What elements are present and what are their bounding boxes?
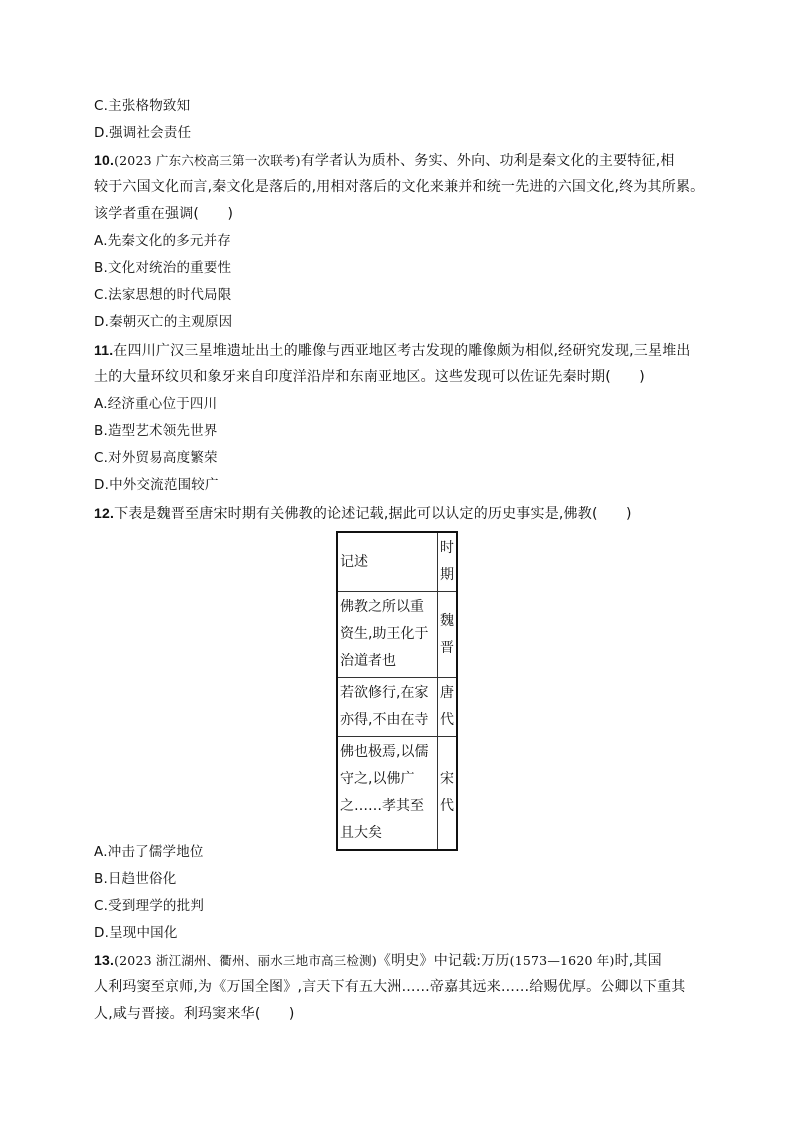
q10-stem-line3: 该学者重在强调( ) bbox=[94, 206, 234, 222]
q10-option-b: B.文化对统治的重要性 bbox=[94, 260, 232, 276]
table-row bbox=[337, 592, 457, 678]
q12-stem bbox=[94, 503, 632, 524]
q13-years: (1573—1620 年) bbox=[509, 953, 615, 968]
q10-option-d: D.秦朝灭亡的主观原因 bbox=[94, 314, 233, 330]
q11-stem-text: 在四川广汉三星堆遗址出土的雕像与西亚地区考古发现的雕像颇为相似,经研究发现,三星堆出 bbox=[113, 343, 691, 359]
q9-option-c: C.主张格物致知 bbox=[94, 98, 191, 114]
q13-stem-text-b: 时,其国 bbox=[614, 953, 662, 969]
q12-option-d: D.呈现中国化 bbox=[94, 925, 178, 941]
q11-number: 11. bbox=[94, 342, 114, 358]
q9-option-d: D.强调社会责任 bbox=[94, 125, 192, 141]
q10-stem-text: 有学者认为质朴、务实、外向、功利是秦文化的主要特征,相 bbox=[300, 153, 675, 169]
q13-stem-line2: 人利玛窦至京师,为《万国全图》,言天下有五大洲……帝嘉其远来……给赐优厚。公卿以下重其 bbox=[94, 979, 686, 995]
q12-option-a: A.冲击了儒学地位 bbox=[94, 844, 204, 860]
period-cell: 魏晋 bbox=[438, 592, 458, 678]
q11-option-a: A.经济重心位于四川 bbox=[94, 396, 218, 412]
q11-option-d: D.中外交流范围较广 bbox=[94, 477, 219, 493]
q13-number: 13. bbox=[94, 952, 115, 968]
q10-stem-line2: 较于六国文化而言,秦文化是落后的,用相对落后的文化来兼并和统一先进的六国文化,终为其所累。 bbox=[94, 179, 705, 195]
record-cell: 佛教之所以重资生,助王化于治道者也 bbox=[337, 592, 438, 678]
q10-source: (2023 广东六校高三第一次联考) bbox=[114, 153, 301, 168]
q11-option-c: C.对外贸易高度繁荣 bbox=[94, 450, 218, 466]
q10-option-a: A.先秦文化的多元并存 bbox=[94, 233, 231, 249]
period-cell: 宋代 bbox=[438, 737, 458, 851]
table-header-row bbox=[337, 532, 457, 592]
q12-number: 12. bbox=[94, 505, 115, 521]
record-cell: 若欲修行,在家亦得,不由在寺 bbox=[337, 678, 438, 737]
q12-option-c: C.受到理学的批判 bbox=[94, 898, 205, 914]
q13-stem-line1 bbox=[94, 950, 662, 971]
table-row bbox=[337, 678, 457, 737]
buddhism-records-table bbox=[336, 531, 458, 851]
header-record: 记述 bbox=[337, 532, 438, 592]
q12-option-b: B.日趋世俗化 bbox=[94, 871, 177, 887]
q13-source: (2023 浙江湖州、衢州、丽水三地市高三检测) bbox=[114, 953, 377, 968]
q11-option-b: B.造型艺术领先世界 bbox=[94, 423, 218, 439]
q11-stem-line2: 土的大量环纹贝和象牙来自印度洋沿岸和东南亚地区。这些发现可以佐证先秦时期( ) bbox=[94, 369, 645, 385]
q10-stem-line1 bbox=[94, 150, 675, 171]
header-period: 时期 bbox=[438, 532, 458, 592]
period-cell: 唐代 bbox=[438, 678, 458, 737]
table-row bbox=[337, 737, 457, 851]
q12-stem-text: 下表是魏晋至唐宋时期有关佛教的论述记载,据此可以认定的历史事实是,佛教( ) bbox=[114, 506, 632, 522]
q13-stem-line3: 人,咸与晋接。利玛窦来华( ) bbox=[94, 1006, 295, 1022]
q10-option-c: C.法家思想的时代局限 bbox=[94, 287, 232, 303]
q10-number: 10. bbox=[94, 152, 115, 168]
q11-stem-line1 bbox=[94, 340, 691, 361]
record-cell: 佛也极焉,以儒守之,以佛广之……孝其至且大矣 bbox=[337, 737, 438, 851]
q13-stem-text-a: 《明史》中记载:万历 bbox=[376, 953, 510, 969]
